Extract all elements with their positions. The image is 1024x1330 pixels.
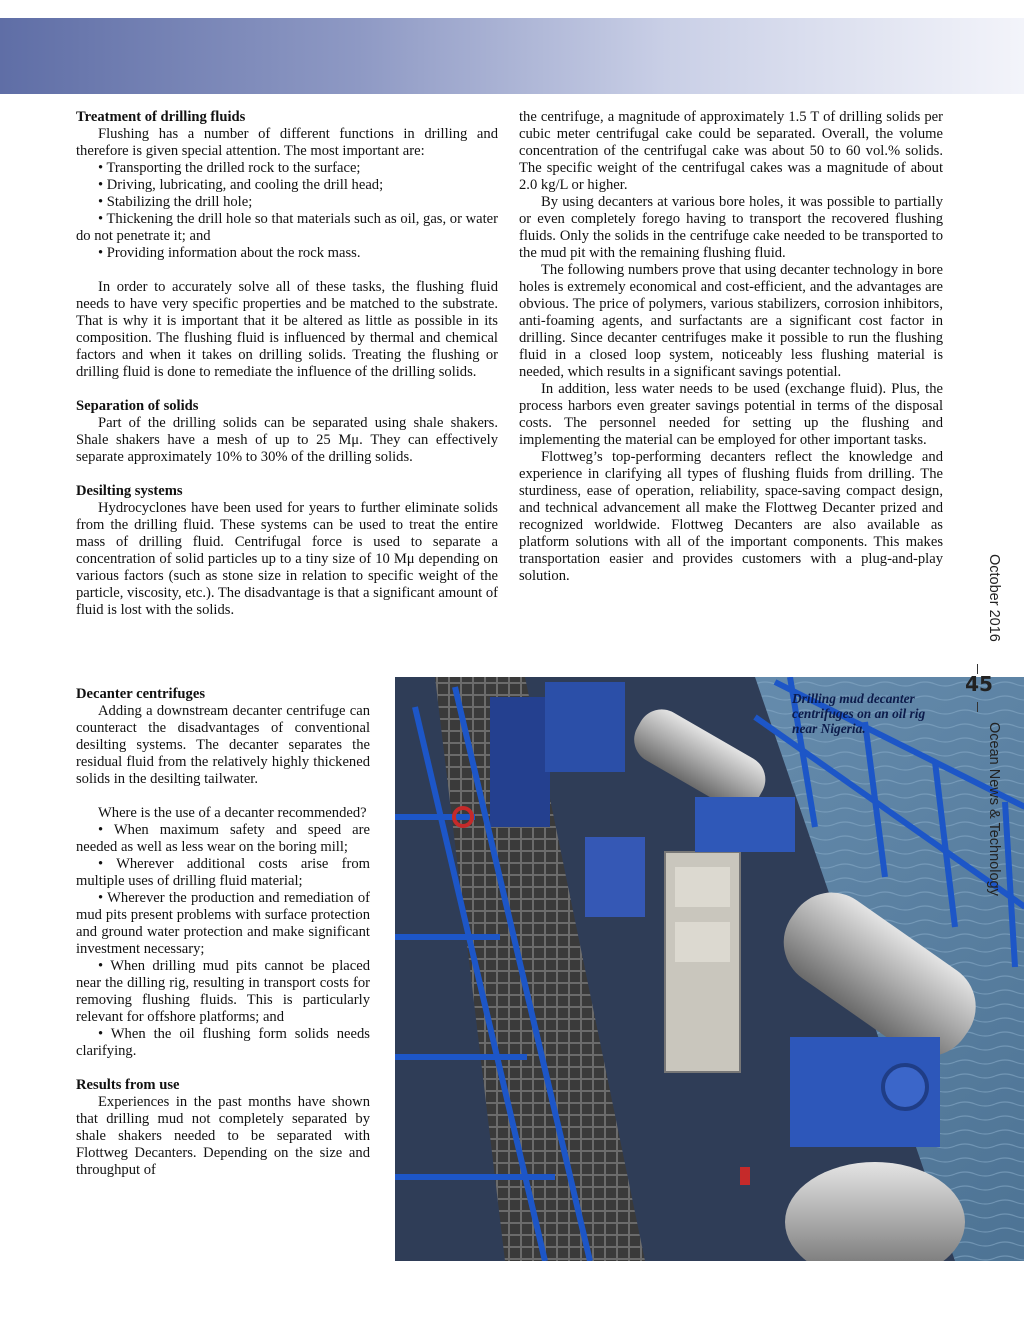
heading-treatment: Treatment of drilling fluids xyxy=(76,109,246,125)
bullet-item: • When drilling mud pits cannot be placed near the dilling rig, resulting in transport costs for removing flushing fluids. This is particularly relevant for offshore platforms; and xyxy=(76,958,370,1025)
heading-desilting: Desilting systems xyxy=(76,483,183,499)
bullet-item: • Wherever additional costs arise from multiple uses of drilling fluid material; xyxy=(76,856,370,889)
paragraph: Part of the drilling solids can be separated using shale shakers. Shale shakers have a mesh of up to 25 Mμ. They can effectively separate approximately 10% to 30% of the drilling solids. xyxy=(76,415,498,465)
heading-separation: Separation of solids xyxy=(76,398,199,414)
photo-caption: Drilling mud decanter centrifuges on an oil rig near Nigeria. xyxy=(792,691,926,736)
paragraph: In order to accurately solve all of these tasks, the flushing fluid needs to have very specific properties and be matched to the substrate. That is why it is important that it be altered as little as possible in its composition. The flushing fluid is influenced by thermal and chemical factors and when it takes on drilling solids. Treating the flushing or drilling fluid is done to remediate the influence of the drilling solids. xyxy=(76,279,498,380)
paragraph: Hydrocyclones have been used for years to further eliminate solids from the drilling fluid. These systems can be used to treat the entire mass of drilling fluid. Centrifugal force is used to separate a concentration of solid particles up to a tiny size of 10 Mμ depending on various factors (such as stone size in relation to specific weight of the particle, viscosity, etc.). The disadvantage is that a significant amount of fluid is lost with the solids. xyxy=(76,500,498,618)
page-number: 45 xyxy=(965,672,993,696)
paragraph: The following numbers prove that using decanter technology in bore holes is extremely economical and cost-efficient, and the advantages are obvious. The price of polymers, various stabilizers, corrosion inhibitors, anti-foaming agents, and surfactants are a significant cost factor in drilling. Since decanter centrifuges make it possible to run the flushing fluid in a closed loop system, noticeably less flushing material is needed, which results in a significant savings potential. xyxy=(519,262,943,380)
issue-date: October 2016 xyxy=(986,554,1002,642)
header-band xyxy=(0,18,1024,94)
divider xyxy=(977,702,978,712)
paragraph: Where is the use of a decanter recommended? xyxy=(98,805,367,821)
bottom-column xyxy=(76,686,370,1179)
bullet-item: • Stabilizing the drill hole; xyxy=(98,194,253,210)
paragraph: Adding a downstream decanter centrifuge can counteract the disadvantages of conventional desilting systems. The decanter separates the residual fluid from the relatively highly thickened solids in the desilting tailwater. xyxy=(76,703,370,787)
paragraph: the centrifuge, a magnitude of approximately 1.5 T of drilling solids per cubic meter centrifugal cake could be separated. Overall, the volume concentration of the centrifugal cake was about 50 to 60 vol.% solids. The specific weight of the centrifugal cakes was a magnitude of about 2.0 kg/L or higher. xyxy=(519,109,943,193)
paragraph: Flushing has a number of different functions in drilling and therefore is given special attention. The most important are: xyxy=(76,126,498,159)
left-column xyxy=(76,109,498,619)
bullet-item: • Wherever the production and remediation of mud pits present problems with surface protection and ground water protection and make significant investment necessary; xyxy=(76,890,370,957)
paragraph: Flottweg’s top-performing decanters reflect the knowledge and experience in clarifying all types of flushing fluids from drilling. The sturdiness, ease of operation, reliability, space-saving compact design, and technical advancement all make the Flottweg Decanter prized and recognized worldwide. Flottweg Decanters are also available as platform solutions with all of the important components. This makes transportation easier and provides customers with a plug-and-play solution. xyxy=(519,449,943,584)
bullet-item: • Providing information about the rock mass. xyxy=(98,245,361,261)
paragraph: By using decanters at various bore holes, it was possible to partially or even completely forego having to transport the recovered flushing fluids. Only the solids in the centrifuge cake needed to be transported to the mud pit with the remaining flushing fluid. xyxy=(519,194,943,261)
paragraph: Experiences in the past months have shown that drilling mud not completely separated by shale shakers needed to be separated with Flottweg Decanters. Depending on the size and throughput of xyxy=(76,1094,370,1178)
right-column xyxy=(519,109,943,585)
bullet-item: • When the oil flushing form solids needs clarifying. xyxy=(76,1026,370,1059)
bullet-item: • Driving, lubricating, and cooling the drill head; xyxy=(98,177,384,193)
oil-rig-photo xyxy=(395,677,1024,1261)
paragraph: In addition, less water needs to be used (exchange fluid). Plus, the process harbors even greater savings potential in terms of the disposal costs. The personnel needed for setting up the flushing and implementing the material can be employed for other important tasks. xyxy=(519,381,943,448)
bullet-item: • Transporting the drilled rock to the surface; xyxy=(98,160,361,176)
bullet-item: • Thickening the drill hole so that materials such as oil, gas, or water do not penetrate it; and xyxy=(76,211,498,244)
heading-decanter: Decanter centrifuges xyxy=(76,686,205,702)
bullet-item: • When maximum safety and speed are needed as well as less wear on the boring mill; xyxy=(76,822,370,855)
heading-results: Results from use xyxy=(76,1077,180,1093)
magazine-title: Ocean News & Technology xyxy=(986,722,1002,896)
